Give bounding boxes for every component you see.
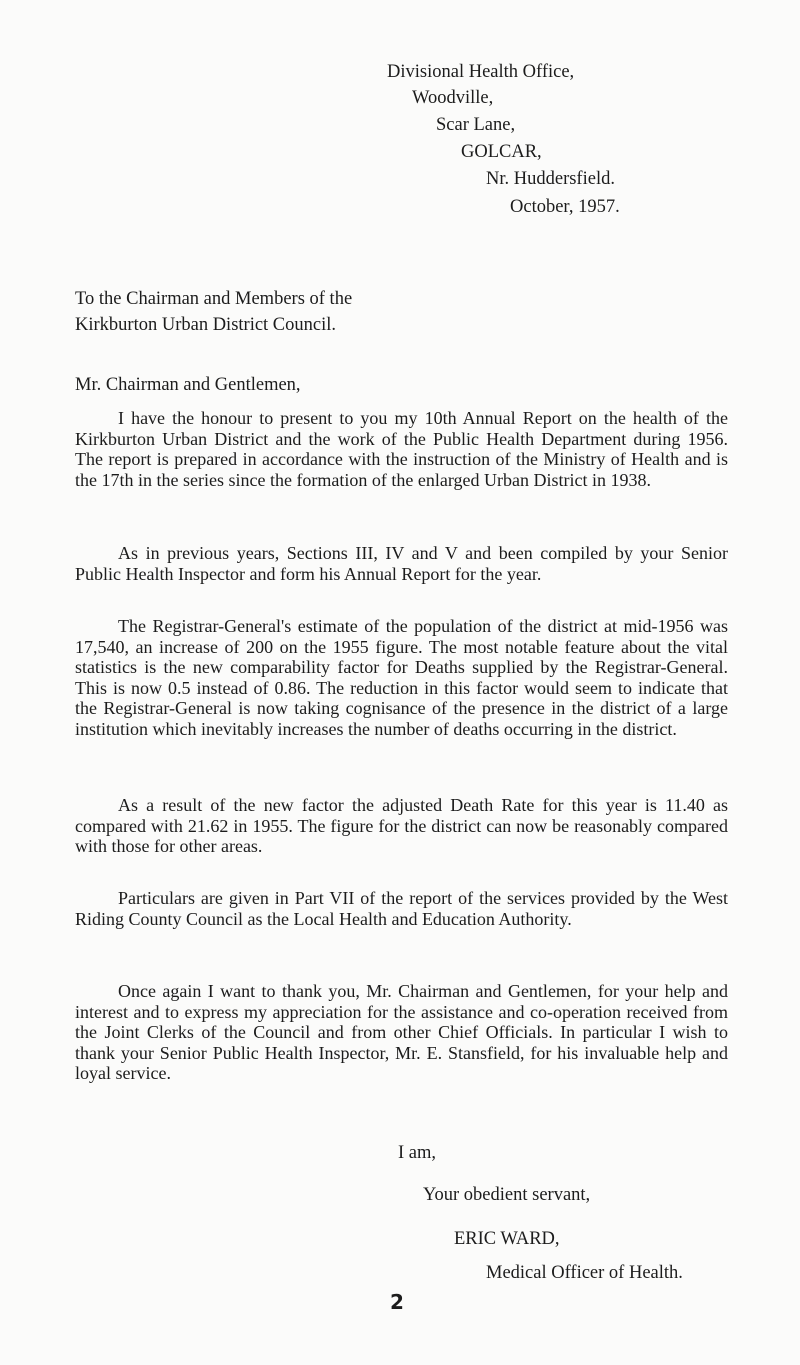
closing-servant: Your obedient servant,	[423, 1185, 591, 1205]
letterhead-date: October, 1957.	[510, 197, 620, 217]
letterhead-golcar: GOLCAR,	[461, 142, 542, 162]
letterhead-huddersfield: Nr. Huddersfield.	[486, 169, 615, 189]
letterhead-office: Divisional Health Office,	[387, 62, 575, 82]
paragraph-annual-report: I have the honour to present to you my 10th Annual Report on the health of the Kirkburton Urban District and the work of the Public Health Department during 1956. The report is prepared in accordance with the instruction of the Ministry of Health and is the 17th in the series since the formation of the enlarged Urban District in 1938.	[75, 408, 728, 490]
paragraph-population: The Registrar-General's estimate of the population of the district at mid-1956 was 17,540, an increase of 200 on the 1955 figure. The most notable feature about the vital statistics is the new comparability factor for Deaths supplied by the Registrar-General. This is now 0.5 instead of 0.86. The reduction in this factor would seem to indicate that the Registrar-General is now taking cognisance of the presence in the district of a large institution which inevitably increases the number of deaths occurring in the district.	[75, 616, 728, 739]
salutation: Mr. Chairman and Gentlemen,	[75, 375, 301, 395]
letterhead-woodville: Woodville,	[412, 88, 494, 108]
addressee-line-2: Kirkburton Urban District Council.	[75, 315, 337, 335]
addressee-line-1: To the Chairman and Members of the	[75, 289, 353, 309]
paragraph-sections: As in previous years, Sections III, IV and V and been compiled by your Senior Public Health Inspector and form his Annual Report for the year.	[75, 543, 728, 584]
letterhead-scar-lane: Scar Lane,	[436, 115, 516, 135]
signatory-title: Medical Officer of Health.	[486, 1263, 683, 1283]
signatory-name: ERIC WARD,	[454, 1229, 560, 1249]
paragraph-death-rate: As a result of the new factor the adjusted Death Rate for this year is 11.40 as compared with 21.62 in 1955. The figure for the district can now be reasonably compared with those for other areas.	[75, 795, 728, 856]
closing-i-am: I am,	[398, 1143, 437, 1163]
paragraph-thanks: Once again I want to thank you, Mr. Chairman and Gentlemen, for your help and interest and to express my appreciation for the assistance and co-operation received from the Joint Clerks of the Council and from other Chief Officials. In particular I wish to thank your Senior Public Health Inspector, Mr. E. Stansfield, for his invaluable help and loyal service.	[75, 981, 728, 1083]
page-number: 2	[390, 1290, 404, 1314]
paragraph-part-vii: Particulars are given in Part VII of the report of the services provided by the West Riding County Council as the Local Health and Education Authority.	[75, 888, 728, 929]
